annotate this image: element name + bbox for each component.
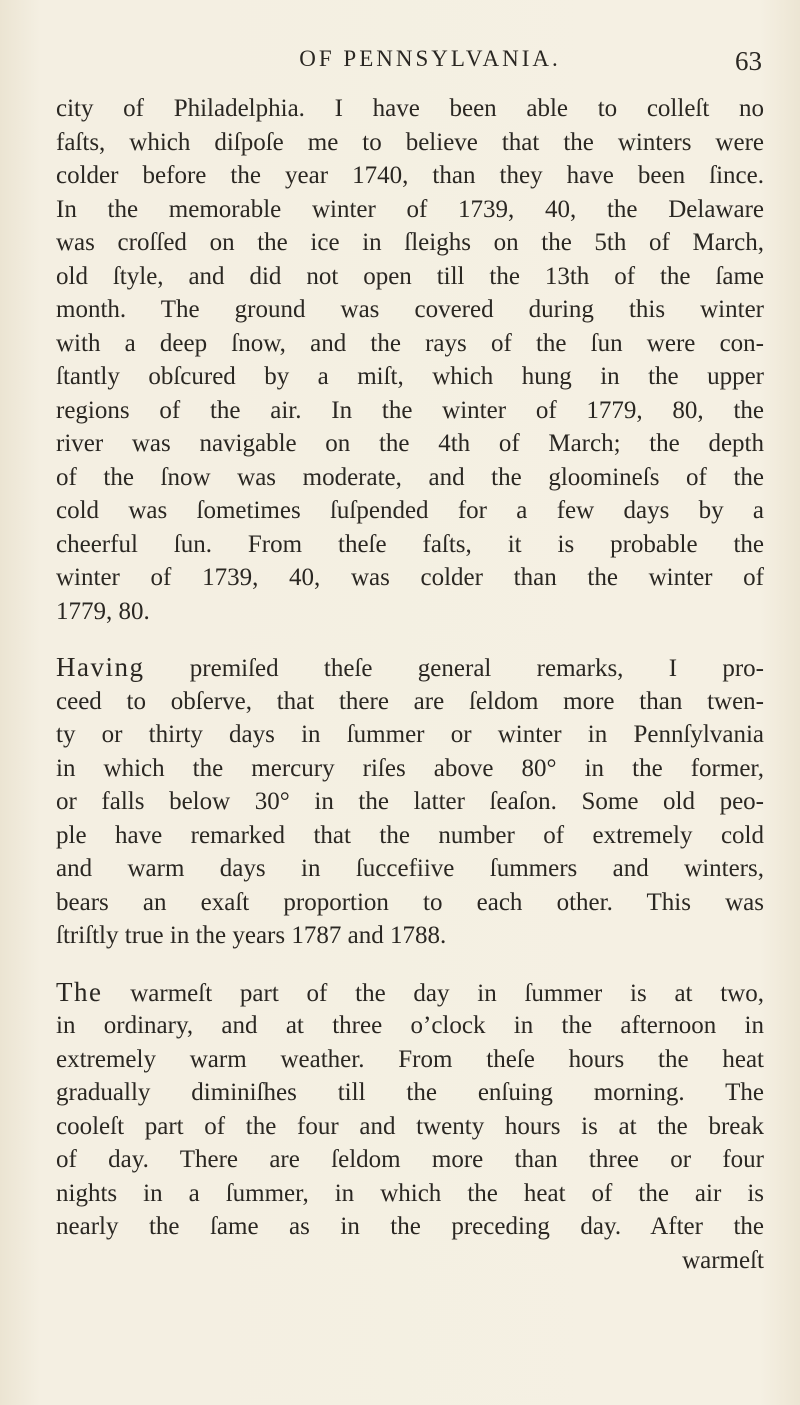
page-header (0, 46, 800, 86)
text-line: extremely warm weather. From theſe hours the heat (56, 1045, 764, 1073)
text-line: of the ſnow was moderate, and the gloomineſs of the (56, 463, 764, 491)
text-line: cooleſt part of the four and twenty hours is at the break (56, 1112, 764, 1140)
text-line: ſtriſtly true in the years 1787 and 1788. (56, 922, 447, 949)
text-line: of day. There are ſeldom more than three or four (56, 1146, 764, 1173)
running-head: OF PENNSYLVANIA. (299, 46, 561, 71)
text-line: ty or thirty days in ſummer or winter in Pennſylvania (56, 721, 764, 748)
text-line: city of Philadelphia. I have been able to colleſt no (56, 95, 764, 122)
text-line: with a deep ſnow, and the rays of the ſun were con- (56, 329, 764, 357)
page-body (56, 92, 764, 1277)
text-line: in which the mercury riſes above 80° in the former, (56, 754, 764, 782)
text-line: gradually diminiſhes till the enſuing morning. The (56, 1079, 764, 1106)
text-line: cheerful ſun. From theſe faſts, it is probable the (56, 530, 764, 558)
text-line: nights in a ſummer, in which the heat of the air is (56, 1179, 764, 1207)
text-line: in ordinary, and at three o’clock in the afternoon in (56, 1012, 764, 1039)
text-line: colder before the year 1740, than they have been ſince. (56, 162, 764, 189)
text-line: bears an exaſt proportion to each other. This was (56, 888, 764, 916)
text-line-first (56, 651, 764, 685)
text-line-first (56, 976, 764, 1010)
paragraph-lead: The (56, 976, 103, 1007)
text-line: ſtantly obſcured by a miſt, which hung in the upper (56, 363, 764, 390)
text-line: cold was ſometimes ſuſpended for a few days by a (56, 497, 764, 524)
text-line: nearly the ſame as in the preceding day. After the (56, 1213, 764, 1240)
text-line: faſts, which diſpoſe me to believe that the winters were (56, 128, 764, 156)
paragraph-1 (56, 92, 764, 628)
paragraph-lead: Having (56, 652, 145, 682)
text-line: was croſſed on the ice in ſleighs on the 5th of March, (56, 229, 764, 256)
catchword: warmeſt (682, 1246, 764, 1274)
text-line: 1779, 80. (56, 597, 150, 625)
text-line: regions of the air. In the winter of 1779, 80, the (56, 396, 764, 424)
paragraph-2 (56, 651, 764, 953)
text-line: or falls below 30° in the latter ſeaſon. Some old peo- (56, 788, 764, 815)
text-line: ple have remarked that the number of extremely cold (56, 821, 764, 849)
text-line: In the memorable winter of 1739, 40, the Delaware (56, 195, 764, 223)
paragraph-3 (56, 976, 764, 1278)
page-number: 63 (735, 46, 762, 76)
text-line: ceed to obſerve, that there are ſeldom more than twen- (56, 687, 764, 715)
text-line: river was navigable on the 4th of March; the depth (56, 430, 764, 457)
text-run: premiſed theſe general remarks, I pro- (144, 655, 764, 682)
text-line: month. The ground was covered during this winter (56, 296, 764, 323)
text-run: warmeſt part of the day in ſummer is at two, (102, 979, 764, 1007)
text-line: winter of 1739, 40, was colder than the winter of (56, 564, 764, 591)
text-line: old ſtyle, and did not open till the 13th of the ſame (56, 262, 764, 290)
text-line: and warm days in ſuccefiive ſummers and winters, (56, 855, 764, 882)
